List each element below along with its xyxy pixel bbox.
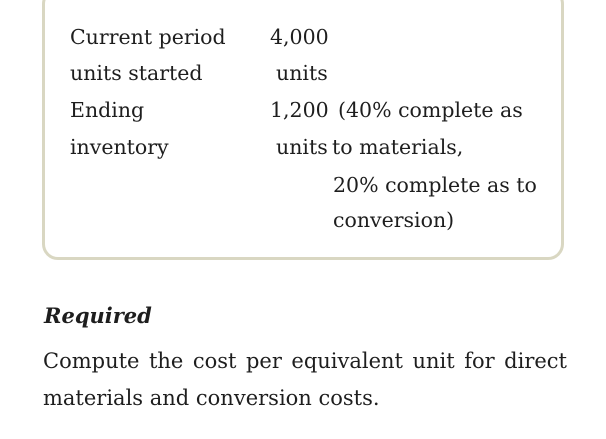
required-heading: Required — [44, 303, 152, 328]
row2-value-part2: to materials, — [332, 135, 464, 159]
row2-value-units: units — [276, 135, 328, 159]
row1-value-line1: 4,000 — [270, 25, 329, 49]
row2-value-part1: (40% complete as — [338, 98, 523, 122]
row2-label-line2: inventory — [70, 135, 169, 159]
row2-value-part4: conversion) — [333, 208, 455, 232]
row1-value-line2: units — [276, 61, 328, 85]
row2-value-part3: 20% complete as to — [333, 173, 537, 197]
required-text: Compute the cost per equivalent unit for direct materials and conversion costs. — [43, 349, 567, 410]
row2-label-line1: Ending — [70, 98, 145, 122]
row1-label-line2: units started — [70, 61, 203, 85]
row1-label-line1: Current period — [70, 25, 226, 49]
row2-value-number: 1,200 — [270, 98, 329, 122]
